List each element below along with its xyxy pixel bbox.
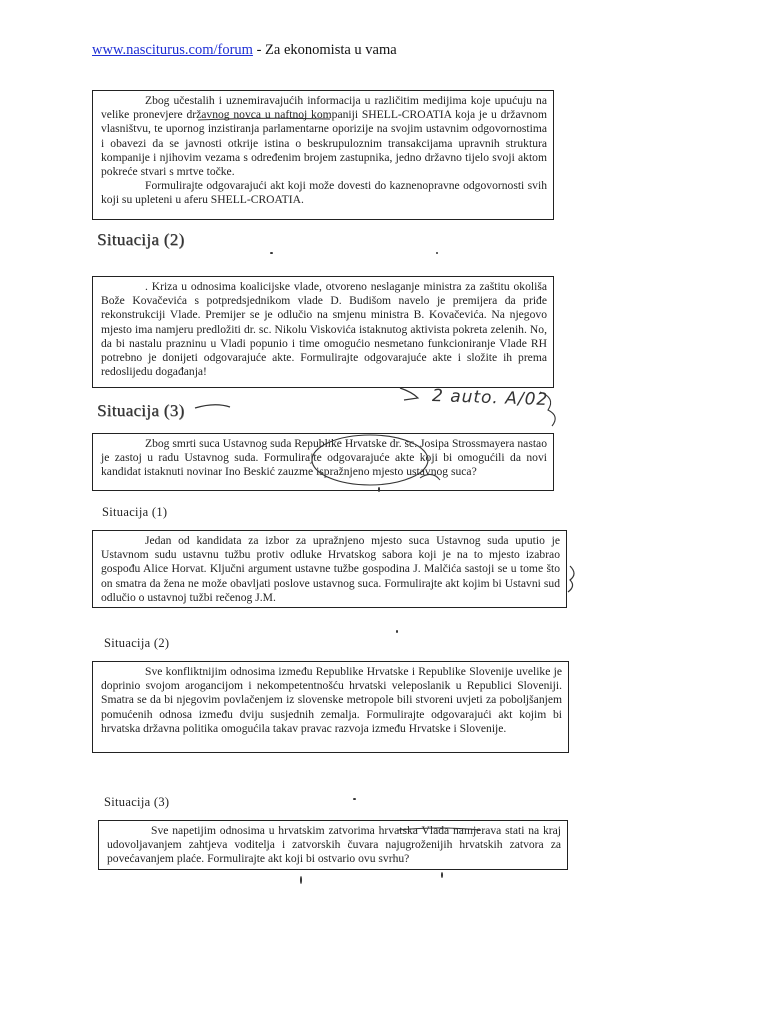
scan-speck [353,798,356,800]
block-ustavni-sud-text: Zbog smrti suca Ustavnog suda Republike Hrvatske dr. sc. Josipa Strossmayera nastao je zastoj u radu Ustavnog suda. Formulirajte odgovarajuće akte koji bi omogućili da novi kandidat istaknuti novinar Ino Beskić zauzme ispražnjeno mjesto ustavnog suca? [101,437,547,479]
heading-situacija-3-top: Situacija (3) [97,401,185,420]
scan-speck [378,487,380,492]
situation-block-ustavna-tuzba [92,530,567,608]
situation-block-ustavni-sud [92,433,554,491]
heading-situacija-3: Situacija (3) [104,795,170,809]
block-shell-croatia-task: Formulirajte odgovarajući akt koji može dovesti do kaznenopravne odgovornosti svih koji su upleteni u aferu SHELL-CROATIA. [101,179,547,207]
site-tagline: - Za ekonomista u vama [252,42,397,58]
block-ustavna-tuzba-text: Jedan od kandidata za izbor za upražnjeno mjesto suca Ustavnog suda uputio je Ustavnom sudu ustavnu tužbu protiv odluke Hrvatskog sabora koji je na to mjesto izabrao gospođu Alice Horvat. Ključni argument ustavne tužbe gospodina J. Malčića sastoji se u tome što on smatra da žena ne može obavljati poslove ustavnog suca. Formulirajte akt kojim bi Ustavni sud odlučio o ustavnoj tužbi rečenog J.M. [101,534,560,604]
situation-block-zatvori [98,820,568,870]
forum-link[interactable]: www.nasciturus.com/forum [92,42,253,58]
scan-speck [436,252,438,254]
situation-block-shell-croatia [92,90,554,220]
site-header [92,42,397,59]
handwritten-annotation: 2 auto. A/02 [431,385,549,411]
scan-speck [270,252,273,254]
heading-situacija-1: Situacija (1) [102,505,168,519]
situation-block-veleposlanik [92,661,569,753]
scan-speck [396,630,398,633]
block-veleposlanik-text: Sve konfliktnijim odnosima između Republike Hrvatske i Republike Slovenije uvelike je doprinio svojom arogancijom i nekompetentnošću hrvatski veleposlanik u Republici Sloveniji. Smatra se da bi njegovim povlačenjem iz slovenske metropole bili stvoreni uvjeti za poboljšanjem pomućenih odnosa između dviju susjednih zemalja. Formulirajte odgovarajući akt kojim bi hrvatska državna politika omogućila takav pravac razvoja između Hrvatske i Slovenije. [101,665,562,735]
scan-speck [441,872,443,878]
scan-speck [300,876,302,884]
heading-situacija-2: Situacija (2) [104,636,170,650]
block-koalicija-text: . Kriza u odnosima koalicijske vlade, otvoreno neslaganje ministra za zaštitu okoliša Bože Kovačevića s potpredsjednikom vlade D. Budišom navelo je premijera da priđe rekonstrukciji Vlade. Premijer se je odlučio na smjenu ministra B. Kovačevića. Na njegovo mjesto ima namjeru predložiti dr. sc. Nikolu Viskovića istaknutog aktivista pokreta zelenih. No, da bi nastalu prazninu u Vladi popunio i time omogućio nesmetano funkcioniranje Vlade RH potrebno je donijeti odgovarajuće akte. Formulirajte odgovarajuće akte i složite ih prema redoslijedu događanja! [101,280,547,379]
block-zatvori-text: Sve napetijim odnosima u hrvatskim zatvorima hrvatska Vlada namjerava stati na kraj udovoljavanjem zahtjeva voditelja i zatvorskih čuvara najugroženijih hrvatskih zatvora za povećavanjem plaće. Formulirajte akt koji bi ostvario ovu svrhu? [107,824,561,866]
block-shell-croatia-text: Zbog učestalih i uznemiravajućih informacija u različitim medijima koje upućuju na velike pronevjere državnog novca u naftnoj kompaniji SHELL-CROATIA koja je u državnom vlasništvu, te upornog inzistiranja parlamentarne oporizije na svojim ustavnim odgovornostima i obavezi da se javnosti otkrije istina o beskrupuloznim transakcijama upravnih struktura kompanije i njihovim vezama s određenim brojem zastupnika, jedno državno tijelo svoji aktom pokreće stvari s mrtve točke. [101,94,547,179]
situation-block-koalicija [92,276,554,388]
heading-situacija-2-top: Situacija (2) [97,230,185,249]
